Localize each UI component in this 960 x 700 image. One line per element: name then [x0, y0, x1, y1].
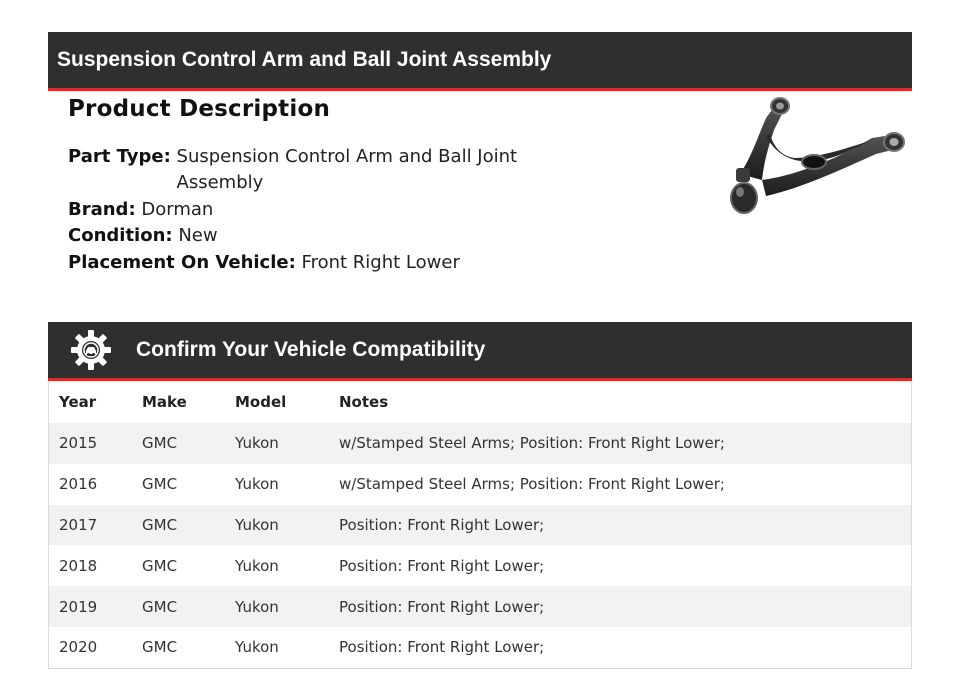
- table-row: [49, 545, 911, 586]
- title-bar: [48, 32, 912, 91]
- cell-make: GMC: [142, 638, 178, 657]
- cell-make: GMC: [142, 556, 178, 575]
- table-row: [49, 505, 911, 546]
- cell-year: 2018: [59, 556, 98, 575]
- placement-value: Front Right Lower: [301, 251, 460, 273]
- part-type-line: [68, 144, 668, 197]
- cell-year: 2016: [59, 475, 98, 494]
- gear-car-icon: [70, 329, 112, 371]
- description-heading: Product Description: [68, 96, 331, 122]
- page-title: Suspension Control Arm and Ball Joint Assembly: [57, 48, 552, 71]
- column-header-year: Year: [59, 393, 97, 411]
- cell-year: 2015: [59, 434, 98, 453]
- compatibility-title: Confirm Your Vehicle Compatibility: [136, 338, 486, 361]
- cell-model: Yukon: [235, 638, 279, 657]
- cell-year: 2020: [59, 638, 98, 657]
- table-header-row: [49, 381, 911, 423]
- column-header-notes: Notes: [339, 393, 389, 411]
- cell-model: Yukon: [235, 556, 279, 575]
- table-row: [49, 627, 911, 668]
- cell-notes: Position: Front Right Lower;: [339, 597, 545, 616]
- placement-label: Placement On Vehicle:: [68, 251, 296, 273]
- placement-line: [68, 250, 668, 276]
- cell-notes: w/Stamped Steel Arms; Position: Front Right Lower;: [339, 434, 725, 453]
- table-row: [49, 464, 911, 505]
- cell-make: GMC: [142, 475, 178, 494]
- cell-model: Yukon: [235, 515, 279, 534]
- cell-notes: w/Stamped Steel Arms; Position: Front Right Lower;: [339, 475, 725, 494]
- compatibility-table: [48, 381, 912, 669]
- part-type-label: Part Type:: [68, 146, 171, 167]
- cell-notes: Position: Front Right Lower;: [339, 556, 545, 575]
- brand-line: [68, 197, 668, 223]
- column-header-make: Make: [142, 393, 187, 411]
- cell-make: GMC: [142, 515, 178, 534]
- cell-notes: Position: Front Right Lower;: [339, 515, 545, 534]
- cell-model: Yukon: [235, 597, 279, 616]
- cell-make: GMC: [142, 597, 178, 616]
- cell-year: 2017: [59, 515, 98, 534]
- cell-year: 2019: [59, 597, 98, 616]
- table-row: [49, 423, 911, 464]
- product-description: [68, 96, 668, 276]
- brand-value: Dorman: [141, 198, 214, 220]
- part-type-value: Suspension Control Arm and Ball Joint Assembly: [176, 146, 518, 194]
- cell-notes: Position: Front Right Lower;: [339, 638, 545, 657]
- cell-model: Yukon: [235, 475, 279, 494]
- condition-value: New: [178, 225, 218, 247]
- condition-label: Condition:: [68, 225, 173, 247]
- control-arm-image: [722, 96, 912, 221]
- column-header-model: Model: [235, 393, 287, 411]
- cell-model: Yukon: [235, 434, 279, 453]
- table-row: [49, 586, 911, 627]
- compatibility-bar: [48, 322, 912, 381]
- brand-label: Brand:: [68, 198, 136, 220]
- condition-line: [68, 223, 668, 249]
- cell-make: GMC: [142, 434, 178, 453]
